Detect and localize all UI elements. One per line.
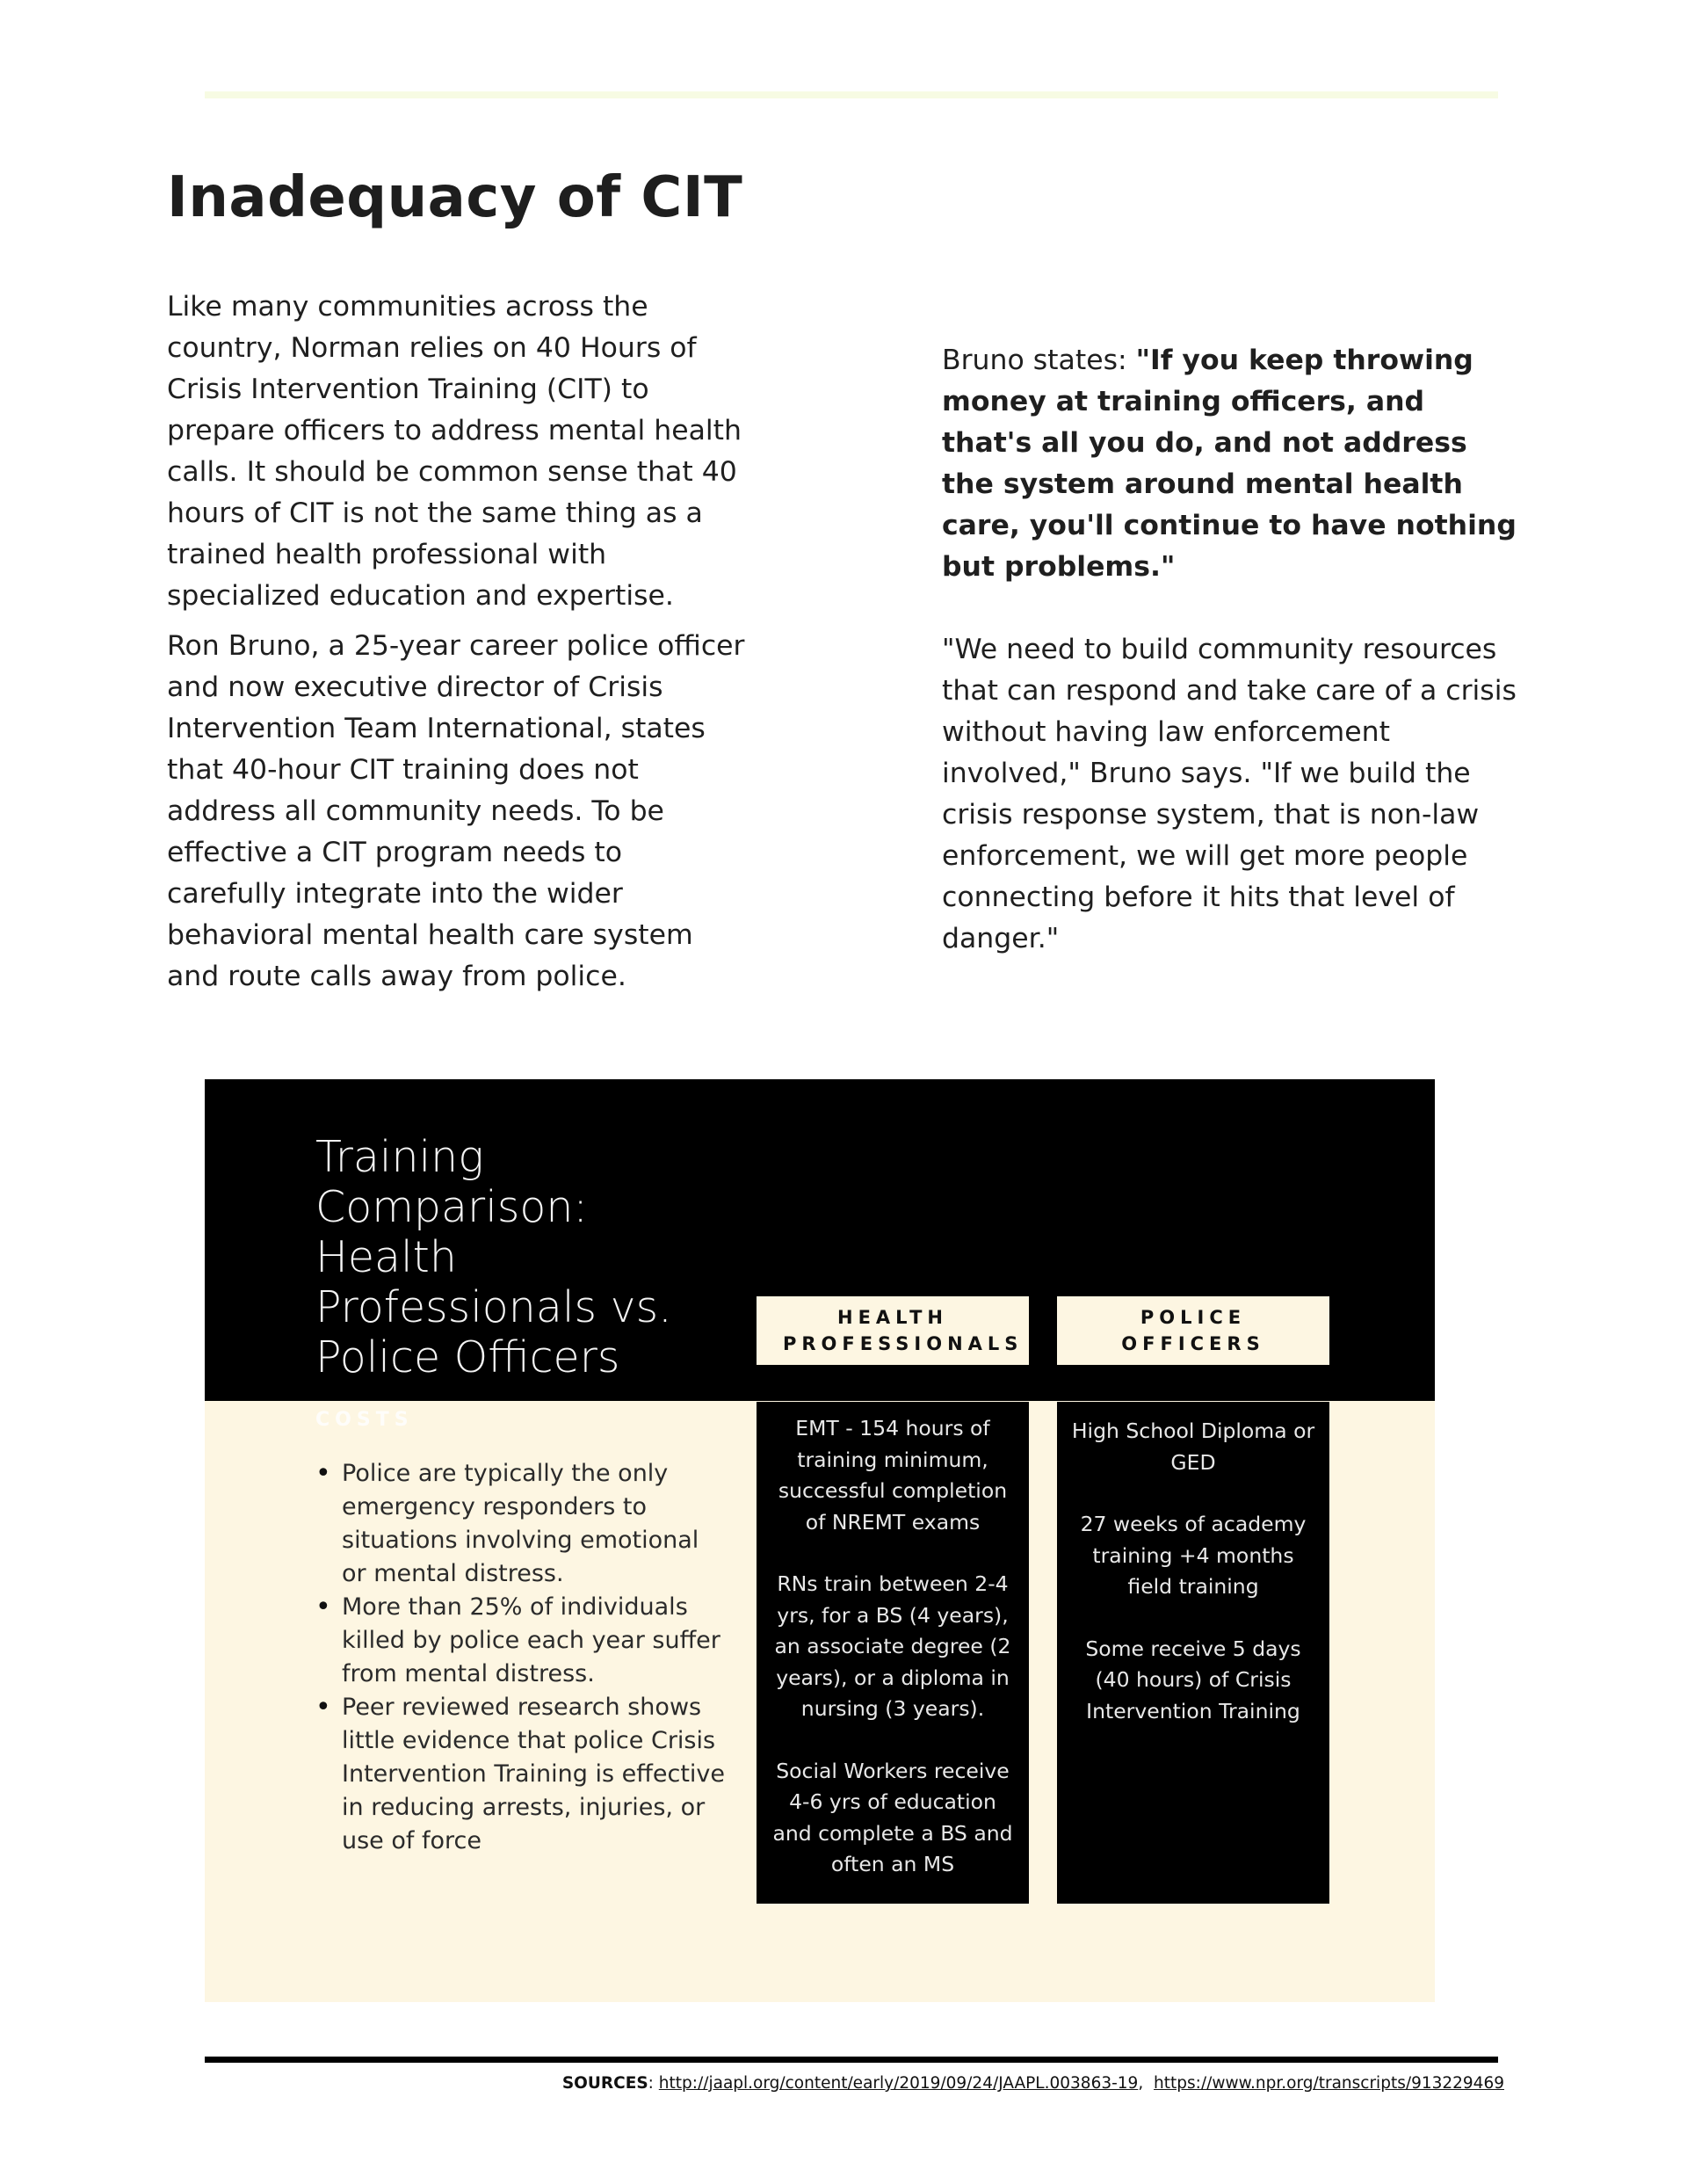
health-item: RNs train between 2-4 yrs, for a BS (4 years), an associate degree (2 years), or a diploma in nursing (3 years). — [774, 1571, 1011, 1721]
health-column-heading — [757, 1296, 1029, 1365]
panel-subtitle: COSTS — [315, 1409, 414, 1431]
bruno-quote-paragraph — [942, 340, 1522, 588]
health-heading-text: HEALTH PROFESSIONALS — [783, 1307, 1024, 1354]
sources-label: SOURCES — [561, 2074, 648, 2093]
bottom-divider — [205, 2057, 1498, 2063]
police-item: High School Diploma or GED — [1071, 1419, 1315, 1475]
police-item: Some receive 5 days (40 hours) of Crisis Intervention Training — [1085, 1636, 1301, 1723]
panel-title: Training Comparison: Health Professionals vs. Police Officers — [315, 1132, 672, 1382]
training-comparison-panel — [205, 1079, 1435, 2002]
left-column — [167, 287, 747, 1006]
sources-line — [562, 2074, 1504, 2093]
top-divider — [205, 91, 1498, 98]
link-separator: , — [1138, 2074, 1154, 2093]
right-paragraph-2: "We need to build community resources that can respond and take care of a crisis without having law enforcement involved," Bruno says. "If we build the crisis response system, that is non-law enforcement, we will get more people connecting before it hits that level of danger." — [942, 634, 1517, 954]
police-column-body — [1057, 1416, 1329, 1758]
list-item: • Police are typically the only emergency responders to situations involving emotional or mental distress. — [315, 1457, 728, 1591]
police-item: 27 weeks of academy training +4 months field training — [1080, 1512, 1307, 1599]
sources-separator: : — [648, 2074, 659, 2093]
list-item: • Peer reviewed research shows little evidence that police Crisis Intervention Training is effective in reducing arrests, injuries, or use of force — [315, 1691, 728, 1858]
quote-lead: Bruno states: — [942, 345, 1136, 376]
police-column-heading — [1057, 1296, 1329, 1365]
health-item: EMT - 154 hours of training minimum, successful completion of NREMT exams — [778, 1416, 1008, 1535]
source-link-jaapl[interactable]: http://jaapl.org/content/early/2019/09/24/JAAPL.003863-19 — [658, 2074, 1139, 2093]
list-item: • More than 25% of individuals killed by police each year suffer from mental distress. — [315, 1591, 728, 1691]
page-title: Inadequacy of CIT — [167, 165, 743, 230]
right-column — [942, 340, 1522, 960]
bold-quote: "If you keep throwing money at training officers, and that's all you do, and not address the system around mental health care, you'll continue to have nothing but problems." — [942, 345, 1517, 583]
health-column-body — [757, 1413, 1029, 1912]
left-paragraph-1: Like many communities across the country, Norman relies on 40 Hours of Crisis Intervention Training (CIT) to prepare officers to address mental health calls. It should be common sense that 40 hours of CIT is not the same thing as a trained health professional with specialized education and expertise. — [167, 291, 742, 612]
police-heading-text: POLICE OFFICERS — [1121, 1307, 1265, 1354]
costs-bullet-list — [315, 1457, 728, 1858]
health-item: Social Workers receive 4-6 yrs of education and complete a BS and often an MS — [772, 1758, 1013, 1876]
left-paragraph-2: Ron Bruno, a 25-year career police officer and now executive director of Crisis Intervention Team International, states that 40-hour CIT training does not address all community needs. To be effective a CIT program needs to carefully integrate into the wider behavioral mental health care system and route calls away from police. — [167, 630, 745, 992]
source-link-npr[interactable]: https://www.npr.org/transcripts/913229469 — [1154, 2074, 1504, 2093]
